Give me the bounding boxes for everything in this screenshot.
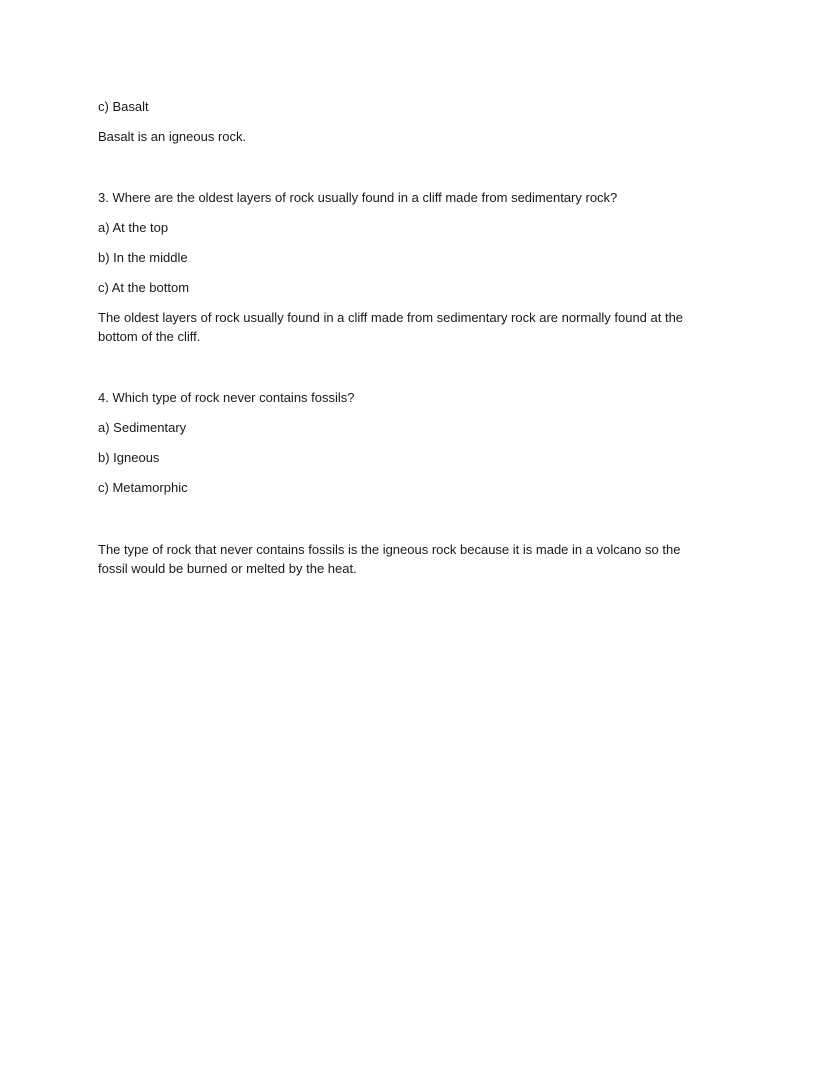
spacer [98, 207, 738, 218]
q3-explanation [98, 308, 738, 346]
spacer [98, 467, 738, 478]
q4-explanation-line2: fossil would be burned or melted by the heat. [98, 561, 357, 576]
q4-explanation [98, 540, 738, 578]
q3-explanation-line1: The oldest layers of rock usually found in a cliff made from sedimentary rock are normally found at the [98, 310, 684, 325]
spacer [98, 529, 738, 540]
q3-option-b: b) In the middle [98, 250, 188, 265]
spacer [98, 177, 738, 188]
q3-question: 3. Where are the oldest layers of rock usually found in a cliff made from sedimentary rock? [98, 190, 618, 205]
q4-explanation-line1: The type of rock that never contains fossils is the igneous rock because it is made in a volcano so the [98, 542, 681, 557]
q4-option-a: a) Sedimentary [98, 420, 187, 435]
spacer [98, 377, 738, 388]
spacer [98, 407, 738, 418]
q4-option-b: b) Igneous [98, 450, 160, 465]
spacer [98, 267, 738, 278]
q2-explanation: Basalt is an igneous rock. [98, 129, 247, 144]
q3-option-c: c) At the bottom [98, 280, 190, 295]
q4-option-c: c) Metamorphic [98, 480, 188, 495]
spacer [98, 297, 738, 308]
spacer [98, 346, 738, 377]
q2-option-c: c) Basalt [98, 99, 149, 114]
spacer [98, 116, 738, 127]
spacer [98, 237, 738, 248]
q4-question: 4. Which type of rock never contains fossils? [98, 390, 355, 405]
spacer [98, 437, 738, 448]
spacer [98, 497, 738, 529]
q3-option-a: a) At the top [98, 220, 169, 235]
document-page [98, 97, 738, 578]
q3-explanation-line2: bottom of the cliff. [98, 329, 201, 344]
spacer [98, 146, 738, 177]
